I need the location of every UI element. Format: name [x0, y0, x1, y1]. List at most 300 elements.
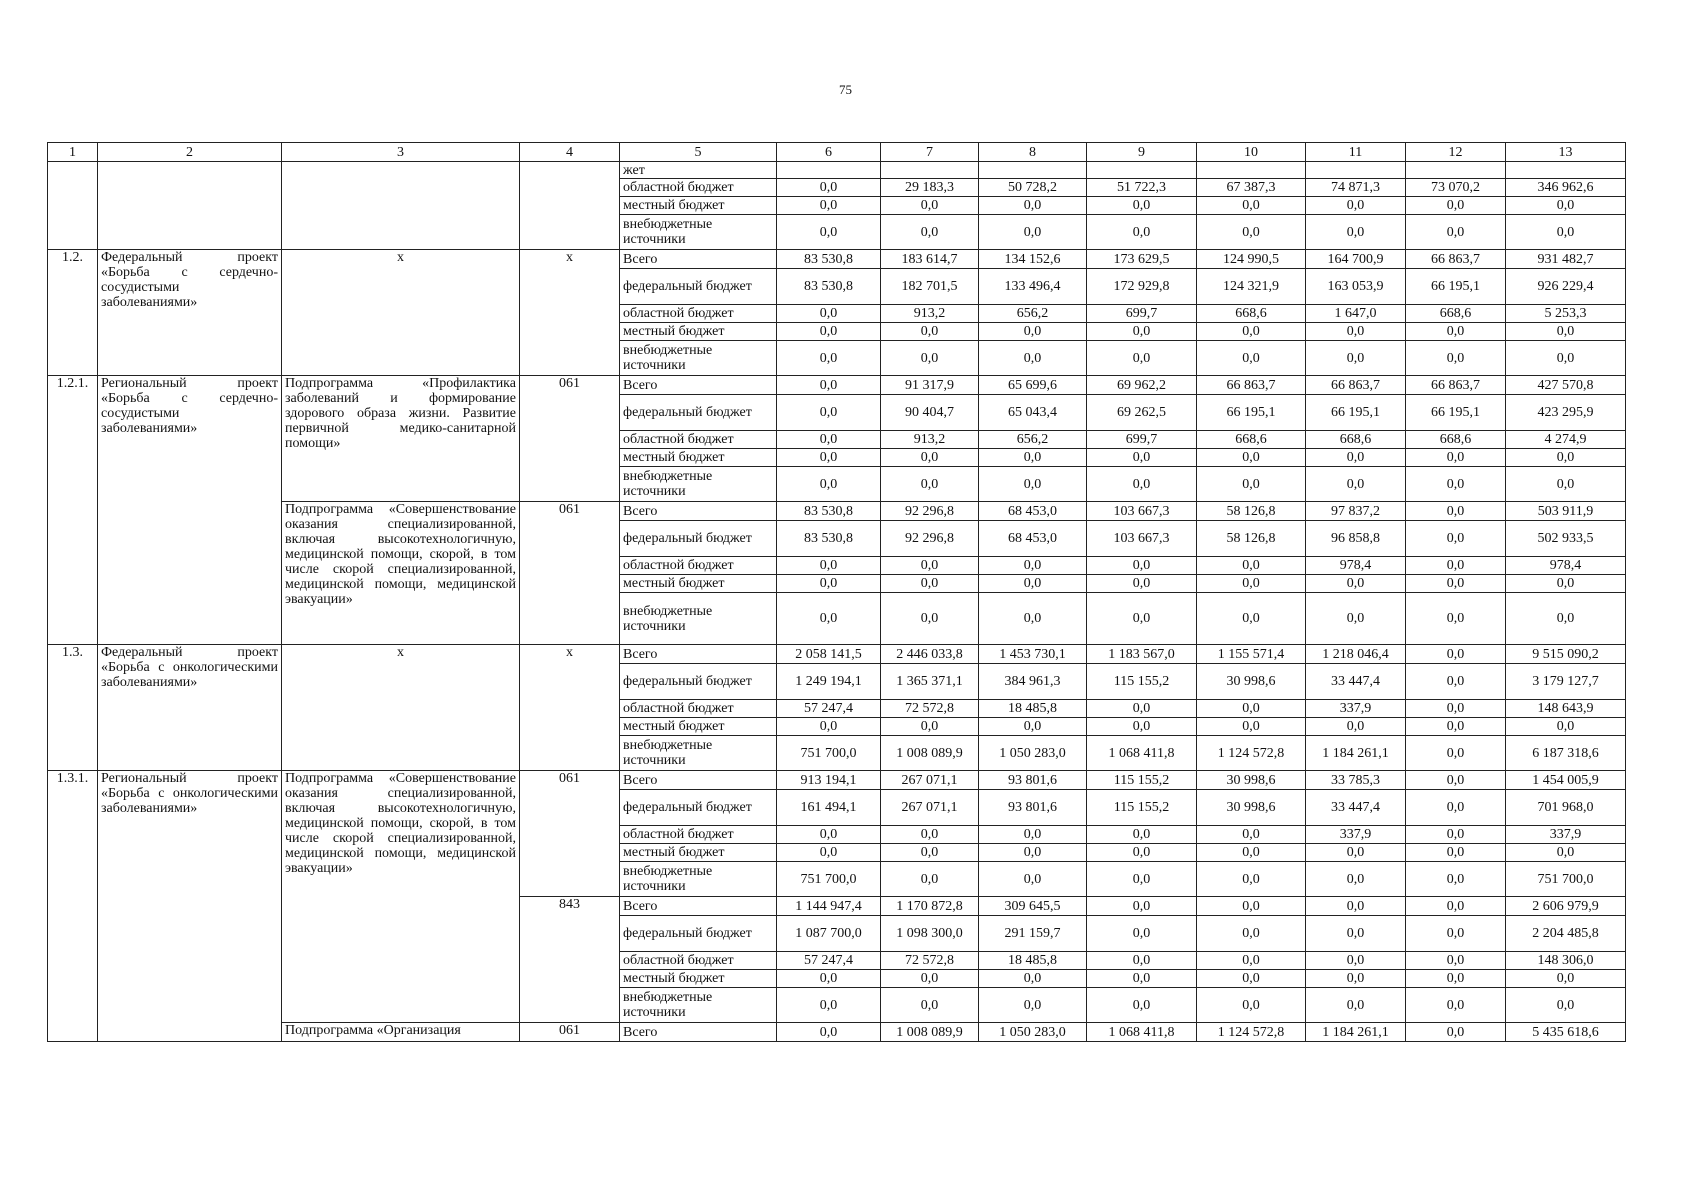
value-cell: 0,0 [1087, 197, 1197, 215]
value-cell: 0,0 [1197, 826, 1306, 844]
program-cell: х [282, 645, 520, 771]
value-cell: 1 008 089,9 [881, 1023, 979, 1042]
header-cell: 8 [979, 143, 1087, 162]
value-cell: 0,0 [1087, 467, 1197, 502]
table-row [48, 771, 1626, 790]
value-cell: 0,0 [881, 970, 979, 988]
value-cell: 1 218 046,4 [1306, 645, 1406, 664]
value-cell: 267 071,1 [881, 771, 979, 790]
value-cell: 163 053,9 [1306, 269, 1406, 305]
value-cell: 0,0 [777, 305, 881, 323]
value-cell: 0,0 [979, 557, 1087, 575]
value-cell: 66 195,1 [1197, 395, 1306, 431]
value-cell: 2 446 033,8 [881, 645, 979, 664]
table-row [48, 250, 1626, 269]
value-cell: 57 247,4 [777, 952, 881, 970]
value-cell: 68 453,0 [979, 502, 1087, 521]
value-cell: 0,0 [1087, 323, 1197, 341]
value-cell: 30 998,6 [1197, 790, 1306, 826]
value-cell [979, 162, 1087, 179]
value-cell: 0,0 [1506, 197, 1626, 215]
value-cell: 0,0 [1087, 718, 1197, 736]
blank-cell [48, 162, 98, 250]
value-cell: 0,0 [1197, 970, 1306, 988]
value-cell: 0,0 [1197, 862, 1306, 897]
value-cell [881, 162, 979, 179]
value-cell: 0,0 [1406, 323, 1506, 341]
value-cell: 0,0 [1306, 970, 1406, 988]
value-cell: 1 098 300,0 [881, 916, 979, 952]
value-cell: 0,0 [1306, 844, 1406, 862]
value-cell: 337,9 [1306, 700, 1406, 718]
value-cell: 0,0 [777, 557, 881, 575]
source-label: областной бюджет [620, 952, 777, 970]
value-cell: 0,0 [979, 844, 1087, 862]
value-cell: 1 008 089,9 [881, 736, 979, 771]
value-cell: 124 321,9 [1197, 269, 1306, 305]
code-cell: 843 [520, 897, 620, 1023]
value-cell: 0,0 [1087, 700, 1197, 718]
header-cell: 5 [620, 143, 777, 162]
table-row [48, 1023, 1626, 1042]
header-cell: 7 [881, 143, 979, 162]
value-cell: 668,6 [1406, 305, 1506, 323]
value-cell: 0,0 [1506, 718, 1626, 736]
value-cell: 0,0 [979, 593, 1087, 645]
source-label: федеральный бюджет [620, 664, 777, 700]
value-cell: 0,0 [1406, 988, 1506, 1023]
value-cell: 0,0 [1506, 988, 1626, 1023]
value-cell: 0,0 [777, 215, 881, 250]
value-cell: 66 195,1 [1406, 269, 1506, 305]
value-cell: 0,0 [1406, 664, 1506, 700]
value-cell: 1 184 261,1 [1306, 736, 1406, 771]
header-row [48, 143, 1626, 162]
value-cell: 668,6 [1197, 431, 1306, 449]
value-cell: 124 990,5 [1197, 250, 1306, 269]
value-cell: 92 296,8 [881, 502, 979, 521]
source-label: Всего [620, 376, 777, 395]
value-cell: 72 572,8 [881, 952, 979, 970]
value-cell: 0,0 [1506, 323, 1626, 341]
value-cell: 0,0 [1406, 862, 1506, 897]
value-cell: 0,0 [881, 467, 979, 502]
value-cell: 1 155 571,4 [1197, 645, 1306, 664]
row-number: 1.3.1. [48, 771, 98, 1042]
value-cell [1197, 162, 1306, 179]
source-label: областной бюджет [620, 700, 777, 718]
value-cell: 30 998,6 [1197, 771, 1306, 790]
value-cell: 182 701,5 [881, 269, 979, 305]
header-cell: 6 [777, 143, 881, 162]
value-cell: 69 962,2 [1087, 376, 1197, 395]
value-cell: 0,0 [777, 467, 881, 502]
value-cell: 0,0 [979, 988, 1087, 1023]
value-cell: 5 435 618,6 [1506, 1023, 1626, 1042]
value-cell: 0,0 [1087, 826, 1197, 844]
value-cell: 0,0 [1197, 700, 1306, 718]
value-cell: 93 801,6 [979, 790, 1087, 826]
value-cell: 0,0 [1406, 449, 1506, 467]
value-cell: 926 229,4 [1506, 269, 1626, 305]
value-cell: 0,0 [1406, 215, 1506, 250]
value-cell: 0,0 [777, 179, 881, 197]
value-cell: 33 785,3 [1306, 771, 1406, 790]
value-cell: 0,0 [1197, 593, 1306, 645]
source-label: внебюджетные источники [620, 467, 777, 502]
value-cell: 90 404,7 [881, 395, 979, 431]
value-cell: 1 170 872,8 [881, 897, 979, 916]
blank-cell [282, 162, 520, 250]
program-cell: Подпрограмма «Организация [282, 1023, 520, 1042]
value-cell: 0,0 [1306, 467, 1406, 502]
value-cell: 0,0 [777, 988, 881, 1023]
value-cell: 0,0 [1197, 916, 1306, 952]
source-label: областной бюджет [620, 826, 777, 844]
source-label: местный бюджет [620, 449, 777, 467]
value-cell: 1 454 005,9 [1506, 771, 1626, 790]
header-cell: 1 [48, 143, 98, 162]
source-label: внебюджетные источники [620, 988, 777, 1023]
value-cell: 0,0 [1087, 593, 1197, 645]
value-cell: 668,6 [1406, 431, 1506, 449]
table-row [48, 502, 1626, 521]
value-cell: 0,0 [1306, 916, 1406, 952]
value-cell: 0,0 [1087, 862, 1197, 897]
row-number: 1.3. [48, 645, 98, 771]
value-cell: 183 614,7 [881, 250, 979, 269]
value-cell: 0,0 [1406, 952, 1506, 970]
source-label: внебюджетные источники [620, 215, 777, 250]
value-cell: 0,0 [1087, 341, 1197, 376]
value-cell: 0,0 [881, 215, 979, 250]
value-cell: 0,0 [1406, 1023, 1506, 1042]
value-cell: 0,0 [881, 197, 979, 215]
value-cell: 0,0 [1306, 341, 1406, 376]
code-cell: х [520, 645, 620, 771]
value-cell: 0,0 [1197, 449, 1306, 467]
value-cell: 103 667,3 [1087, 521, 1197, 557]
table-row [48, 376, 1626, 395]
value-cell: 0,0 [1406, 718, 1506, 736]
value-cell: 0,0 [777, 323, 881, 341]
header-cell: 12 [1406, 143, 1506, 162]
source-label: Всего [620, 250, 777, 269]
source-label: федеральный бюджет [620, 916, 777, 952]
value-cell: 0,0 [881, 557, 979, 575]
value-cell: 0,0 [1306, 575, 1406, 593]
value-cell: 93 801,6 [979, 771, 1087, 790]
header-cell: 4 [520, 143, 620, 162]
source-label: Всего [620, 645, 777, 664]
value-cell: 0,0 [1306, 593, 1406, 645]
value-cell: 1 183 567,0 [1087, 645, 1197, 664]
value-cell: 3 179 127,7 [1506, 664, 1626, 700]
value-cell: 656,2 [979, 305, 1087, 323]
value-cell: 1 144 947,4 [777, 897, 881, 916]
value-cell: 148 643,9 [1506, 700, 1626, 718]
value-cell: 1 087 700,0 [777, 916, 881, 952]
value-cell: 33 447,4 [1306, 664, 1406, 700]
code-cell: 061 [520, 1023, 620, 1042]
value-cell: 0,0 [1197, 988, 1306, 1023]
source-label: областной бюджет [620, 431, 777, 449]
value-cell: 0,0 [881, 341, 979, 376]
value-cell: 503 911,9 [1506, 502, 1626, 521]
table-row [48, 645, 1626, 664]
value-cell: 0,0 [979, 970, 1087, 988]
value-cell: 66 195,1 [1306, 395, 1406, 431]
value-cell: 103 667,3 [1087, 502, 1197, 521]
value-cell: 9 515 090,2 [1506, 645, 1626, 664]
value-cell: 2 606 979,9 [1506, 897, 1626, 916]
value-cell: 0,0 [1087, 970, 1197, 988]
value-cell: 668,6 [1306, 431, 1406, 449]
value-cell: 0,0 [1306, 718, 1406, 736]
value-cell: 96 858,8 [1306, 521, 1406, 557]
value-cell: 0,0 [1087, 575, 1197, 593]
value-cell: 4 274,9 [1506, 431, 1626, 449]
value-cell: 1 249 194,1 [777, 664, 881, 700]
value-cell: 0,0 [1087, 897, 1197, 916]
value-cell: 0,0 [881, 862, 979, 897]
code-cell: х [520, 250, 620, 376]
value-cell: 133 496,4 [979, 269, 1087, 305]
value-cell: 0,0 [881, 718, 979, 736]
value-cell: 0,0 [1087, 844, 1197, 862]
source-label: местный бюджет [620, 197, 777, 215]
value-cell: 33 447,4 [1306, 790, 1406, 826]
page-number: 75 [839, 82, 852, 97]
value-cell: 427 570,8 [1506, 376, 1626, 395]
value-cell: 291 159,7 [979, 916, 1087, 952]
value-cell: 172 929,8 [1087, 269, 1197, 305]
value-cell: 0,0 [881, 593, 979, 645]
value-cell: 1 365 371,1 [881, 664, 979, 700]
source-label: Всего [620, 1023, 777, 1042]
value-cell: 65 699,6 [979, 376, 1087, 395]
source-label: жет [620, 162, 777, 179]
value-cell: 0,0 [1406, 341, 1506, 376]
value-cell: 0,0 [1406, 557, 1506, 575]
value-cell: 0,0 [1197, 575, 1306, 593]
value-cell: 0,0 [1506, 341, 1626, 376]
value-cell: 2 204 485,8 [1506, 916, 1626, 952]
row-number: 1.2.1. [48, 376, 98, 645]
value-cell: 0,0 [1087, 952, 1197, 970]
program-cell: Подпрограмма «Профилактика заболеваний и формирование здорового образа жизни. Развитие первичной медико-санитарной помощи» [282, 376, 520, 502]
value-cell: 0,0 [1306, 897, 1406, 916]
value-cell: 83 530,8 [777, 521, 881, 557]
value-cell: 2 058 141,5 [777, 645, 881, 664]
value-cell: 0,0 [1406, 645, 1506, 664]
value-cell: 1 124 572,8 [1197, 1023, 1306, 1042]
value-cell: 699,7 [1087, 305, 1197, 323]
value-cell: 0,0 [1506, 970, 1626, 988]
value-cell: 0,0 [1197, 197, 1306, 215]
value-cell: 6 187 318,6 [1506, 736, 1626, 771]
value-cell: 0,0 [777, 1023, 881, 1042]
value-cell: 337,9 [1506, 826, 1626, 844]
value-cell: 92 296,8 [881, 521, 979, 557]
code-cell: 061 [520, 771, 620, 897]
source-label: местный бюджет [620, 323, 777, 341]
value-cell: 0,0 [979, 341, 1087, 376]
project-name: Федеральный проект «Борьба с сердечно-сосудистыми заболеваниями» [98, 250, 282, 376]
value-cell: 0,0 [1306, 449, 1406, 467]
value-cell: 69 262,5 [1087, 395, 1197, 431]
value-cell: 1 124 572,8 [1197, 736, 1306, 771]
source-label: федеральный бюджет [620, 790, 777, 826]
program-cell: Подпрограмма «Совершенствование оказания специализированной, включая высокотехнологичную, медицинской помощи, скорой, в том числе скорой специализированной, медицинской помощи, медицинской эвакуации» [282, 502, 520, 645]
source-label: внебюджетные источники [620, 736, 777, 771]
source-label: внебюджетные источники [620, 341, 777, 376]
value-cell: 115 155,2 [1087, 790, 1197, 826]
value-cell: 0,0 [1197, 467, 1306, 502]
value-cell: 931 482,7 [1506, 250, 1626, 269]
value-cell: 0,0 [1087, 449, 1197, 467]
value-cell: 0,0 [881, 844, 979, 862]
row-number: 1.2. [48, 250, 98, 376]
value-cell: 83 530,8 [777, 250, 881, 269]
value-cell: 66 195,1 [1406, 395, 1506, 431]
value-cell: 0,0 [777, 718, 881, 736]
source-label: областной бюджет [620, 305, 777, 323]
value-cell: 0,0 [1406, 502, 1506, 521]
value-cell: 18 485,8 [979, 700, 1087, 718]
value-cell: 0,0 [777, 341, 881, 376]
value-cell: 0,0 [1406, 197, 1506, 215]
value-cell: 0,0 [1306, 862, 1406, 897]
value-cell: 913,2 [881, 431, 979, 449]
value-cell: 751 700,0 [1506, 862, 1626, 897]
value-cell: 699,7 [1087, 431, 1197, 449]
value-cell: 161 494,1 [777, 790, 881, 826]
value-cell: 1 050 283,0 [979, 1023, 1087, 1042]
value-cell: 83 530,8 [777, 269, 881, 305]
value-cell: 115 155,2 [1087, 771, 1197, 790]
source-label: Всего [620, 771, 777, 790]
value-cell: 0,0 [1197, 844, 1306, 862]
value-cell: 1 068 411,8 [1087, 1023, 1197, 1042]
value-cell: 423 295,9 [1506, 395, 1626, 431]
value-cell: 72 572,8 [881, 700, 979, 718]
value-cell: 0,0 [1306, 323, 1406, 341]
value-cell: 0,0 [1306, 988, 1406, 1023]
value-cell: 66 863,7 [1406, 250, 1506, 269]
value-cell: 0,0 [1406, 790, 1506, 826]
value-cell: 0,0 [1406, 844, 1506, 862]
value-cell: 0,0 [979, 575, 1087, 593]
value-cell: 1 068 411,8 [1087, 736, 1197, 771]
value-cell: 0,0 [777, 197, 881, 215]
project-name: Региональный проект «Борьба с сердечно-сосудистыми заболеваниями» [98, 376, 282, 645]
value-cell: 50 728,2 [979, 179, 1087, 197]
value-cell: 0,0 [1197, 215, 1306, 250]
value-cell: 0,0 [979, 467, 1087, 502]
value-cell: 0,0 [1406, 970, 1506, 988]
source-label: местный бюджет [620, 718, 777, 736]
value-cell: 0,0 [881, 449, 979, 467]
value-cell: 0,0 [777, 395, 881, 431]
value-cell: 30 998,6 [1197, 664, 1306, 700]
value-cell: 1 050 283,0 [979, 736, 1087, 771]
value-cell: 0,0 [1406, 575, 1506, 593]
value-cell: 337,9 [1306, 826, 1406, 844]
value-cell: 0,0 [1506, 593, 1626, 645]
value-cell: 0,0 [979, 197, 1087, 215]
value-cell [1506, 162, 1626, 179]
value-cell: 0,0 [979, 826, 1087, 844]
value-cell: 913,2 [881, 305, 979, 323]
header-cell: 2 [98, 143, 282, 162]
value-cell: 309 645,5 [979, 897, 1087, 916]
value-cell: 0,0 [1406, 521, 1506, 557]
value-cell: 0,0 [777, 826, 881, 844]
value-cell: 0,0 [777, 593, 881, 645]
value-cell: 0,0 [979, 862, 1087, 897]
value-cell: 0,0 [979, 449, 1087, 467]
value-cell: 0,0 [1506, 844, 1626, 862]
value-cell: 5 253,3 [1506, 305, 1626, 323]
value-cell: 0,0 [777, 376, 881, 395]
value-cell: 0,0 [1197, 341, 1306, 376]
value-cell: 0,0 [1506, 449, 1626, 467]
value-cell: 0,0 [1306, 952, 1406, 970]
value-cell: 58 126,8 [1197, 521, 1306, 557]
value-cell: 0,0 [979, 215, 1087, 250]
code-cell: 061 [520, 376, 620, 502]
value-cell: 0,0 [1506, 575, 1626, 593]
value-cell: 66 863,7 [1306, 376, 1406, 395]
source-label: Всего [620, 502, 777, 521]
project-name: Региональный проект «Борьба с онкологическими заболеваниями» [98, 771, 282, 1042]
value-cell: 1 647,0 [1306, 305, 1406, 323]
value-cell: 0,0 [1406, 467, 1506, 502]
value-cell: 346 962,6 [1506, 179, 1626, 197]
value-cell: 0,0 [881, 826, 979, 844]
value-cell: 67 387,3 [1197, 179, 1306, 197]
value-cell: 91 317,9 [881, 376, 979, 395]
header-cell: 9 [1087, 143, 1197, 162]
value-cell: 0,0 [1087, 557, 1197, 575]
value-cell: 58 126,8 [1197, 502, 1306, 521]
value-cell [1306, 162, 1406, 179]
blank-cell [98, 162, 282, 250]
header-cell: 10 [1197, 143, 1306, 162]
value-cell: 0,0 [1197, 952, 1306, 970]
program-cell: х [282, 250, 520, 376]
value-cell: 0,0 [979, 718, 1087, 736]
value-cell: 29 183,3 [881, 179, 979, 197]
value-cell: 97 837,2 [1306, 502, 1406, 521]
value-cell: 0,0 [777, 449, 881, 467]
value-cell: 0,0 [1197, 323, 1306, 341]
value-cell: 0,0 [1087, 215, 1197, 250]
value-cell: 0,0 [1087, 916, 1197, 952]
value-cell: 0,0 [1197, 718, 1306, 736]
value-cell: 0,0 [881, 575, 979, 593]
project-name: Федеральный проект «Борьба с онкологическими заболеваниями» [98, 645, 282, 771]
value-cell: 0,0 [1087, 988, 1197, 1023]
value-cell: 74 871,3 [1306, 179, 1406, 197]
value-cell: 51 722,3 [1087, 179, 1197, 197]
value-cell: 164 700,9 [1306, 250, 1406, 269]
value-cell: 0,0 [979, 323, 1087, 341]
value-cell: 134 152,6 [979, 250, 1087, 269]
source-label: местный бюджет [620, 575, 777, 593]
value-cell: 148 306,0 [1506, 952, 1626, 970]
